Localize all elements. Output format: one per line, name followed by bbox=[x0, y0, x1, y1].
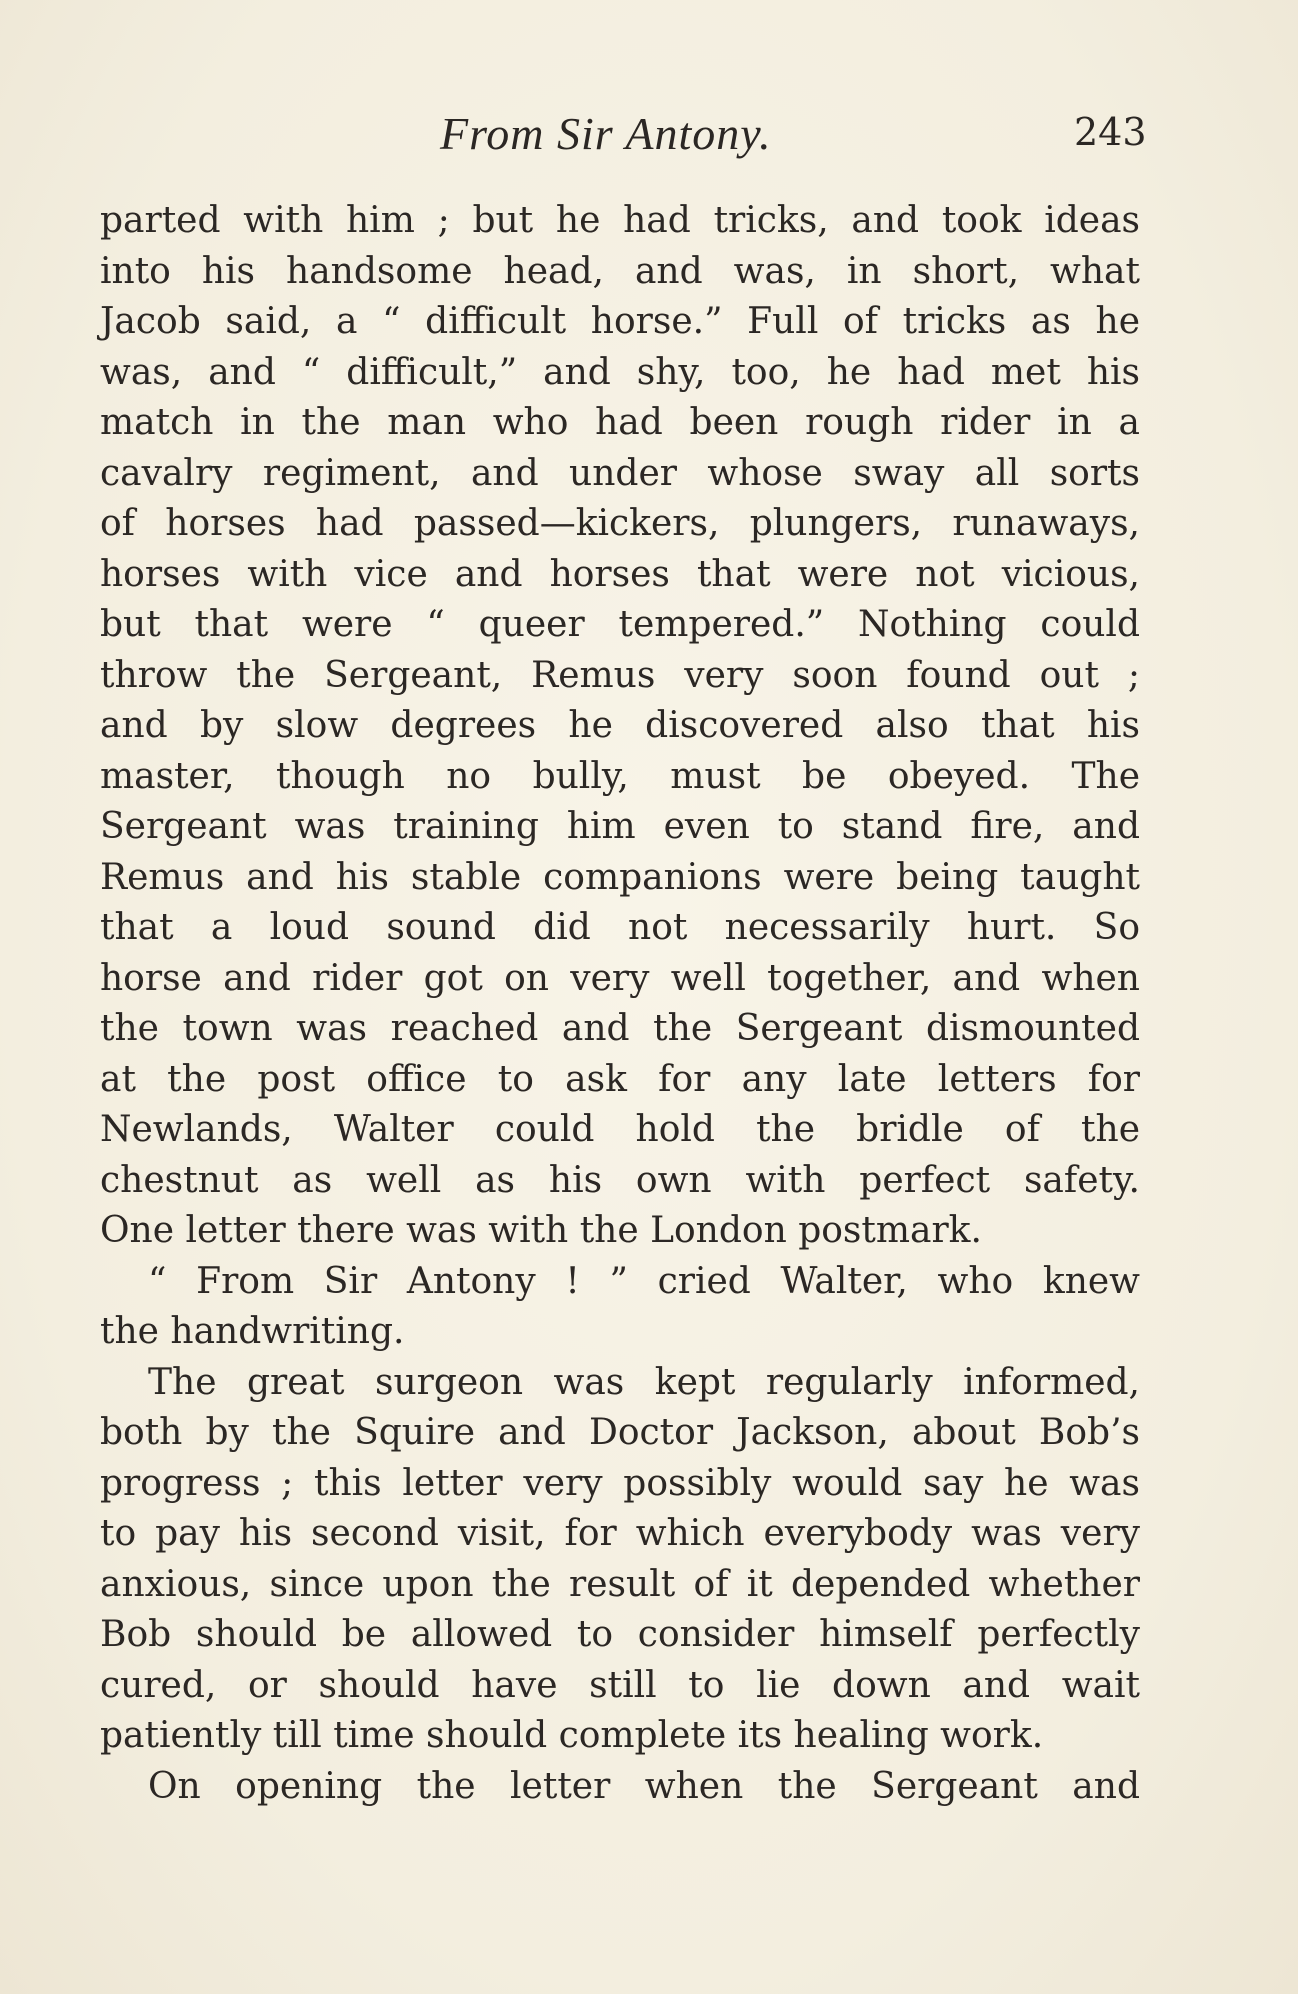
text-line: the town was reached and the Sergeant dismounted bbox=[100, 1008, 1140, 1049]
text-line: both by the Squire and Doctor Jackson, about Bob’s bbox=[100, 1412, 1140, 1453]
running-title: From Sir Antony. bbox=[440, 108, 772, 159]
text-line: horse and rider got on very well together, and when bbox=[100, 957, 1140, 999]
text-line: the handwriting. bbox=[100, 1311, 405, 1352]
text-line: at the post office to ask for any late letters for bbox=[100, 1058, 1140, 1100]
text-line: chestnut as well as his own with perfect safety. bbox=[100, 1159, 1140, 1201]
text-line: Remus and his stable companions were being taught bbox=[100, 856, 1140, 898]
text-line: Bob should be allowed to consider himself perfectly bbox=[100, 1614, 1140, 1655]
text-line: that a loud sound did not necessarily hurt. So bbox=[100, 907, 1140, 948]
text-line: anxious, since upon the result of it depended whether bbox=[100, 1563, 1140, 1605]
page-number: 243 bbox=[1074, 110, 1147, 154]
text-line: was, and “ difficult,” and shy, too, he had met his bbox=[100, 351, 1140, 393]
text-line: match in the man who had been rough rider in a bbox=[100, 402, 1140, 443]
text-line: One letter there was with the London postmark. bbox=[100, 1210, 982, 1251]
text-line: and by slow degrees he discovered also that his bbox=[100, 705, 1140, 746]
text-line: but that were “ queer tempered.” Nothing could bbox=[100, 604, 1140, 645]
text-line: Newlands, Walter could hold the bridle of the bbox=[100, 1109, 1140, 1150]
text-line: Sergeant was training him even to stand fire, and bbox=[100, 806, 1140, 847]
text-line: cavalry regiment, and under whose sway all sorts bbox=[100, 452, 1140, 494]
body-text bbox=[100, 196, 1140, 1812]
text-line: Jacob said, a “ difficult horse.” Full of tricks as he bbox=[100, 301, 1140, 342]
text-line: into his handsome head, and was, in short, what bbox=[100, 250, 1140, 292]
text-line: horses with vice and horses that were not vicious, bbox=[100, 553, 1140, 595]
text-line: “ From Sir Antony ! ” cried Walter, who knew bbox=[148, 1260, 1140, 1302]
text-line: of horses had passed—kickers, plungers, runaways, bbox=[100, 503, 1140, 544]
text-line: parted with him ; but he had tricks, and took ideas bbox=[100, 200, 1140, 241]
text-line: The great surgeon was kept regularly informed, bbox=[148, 1361, 1140, 1403]
text-line: to pay his second visit, for which everybody was very bbox=[100, 1513, 1140, 1554]
text-line: throw the Sergeant, Remus very soon found out ; bbox=[100, 654, 1140, 696]
text-line: master, though no bully, must be obeyed. The bbox=[100, 755, 1140, 797]
text-line: progress ; this letter very possibly would say he was bbox=[100, 1462, 1140, 1504]
text-line: patiently till time should complete its healing work. bbox=[100, 1715, 1044, 1756]
text-line: cured, or should have still to lie down and wait bbox=[100, 1664, 1140, 1706]
text-line: On opening the letter when the Sergeant and bbox=[148, 1765, 1140, 1807]
